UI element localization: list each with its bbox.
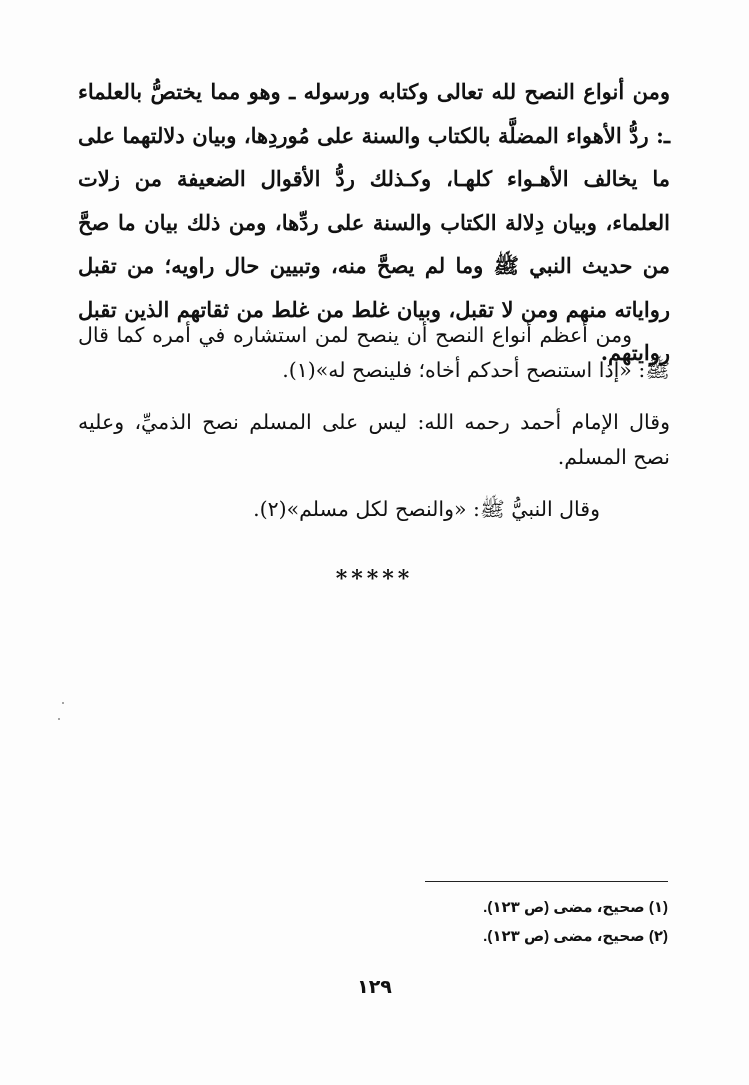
section-separator: ***** xyxy=(335,566,414,592)
scan-speck xyxy=(58,718,60,720)
paragraph-prophet-quote: وقال النبيُّ ﷺ: «والنصح لكل مسلم»(٢). xyxy=(253,497,600,521)
footnote-2: (٢) صحيح، مضى (ص ١٢٣). xyxy=(483,928,668,945)
page-number: ١٢٩ xyxy=(357,977,392,998)
paragraph-advice-when-consulted: ومن أعظم أنواع النصح أن ينصح لمن استشاره في أمره كما قال ﷺ: «إذا استنصح أحدكم أخاه؛ فلينصح له»(١). xyxy=(78,323,670,382)
scan-speck xyxy=(62,702,64,704)
paragraph-scholars-duty: ومن أنواع النصح لله تعالى وكتابه ورسوله ـ وهو مما يختصُّ بالعلماء ـ: ردُّ الأهواء المضلَّة بالكتاب والسنة على مُوردِها، وبيان دلالتهما على ما يخالف الأهـواء كلهـا، وكـذلك ردُّ الأقوال الضعيفة من زلات العلماء، وبيان دِلالة الكتاب والسنة على ردِّها، ومن ذلك بيان ما صحَّ من حديث النبي ﷺ وما لم يصحَّ منه، وتبيين حال راويه؛ من تقبل رواياته منهم ومن لا تقبل، وبيان غلط من غلط من ثقاتهم الذين تقبل روايتهم. xyxy=(78,79,670,365)
footnotes xyxy=(300,893,668,951)
paragraph-imam-ahmad-quote: وقال الإمام أحمد رحمه الله: ليس على المسلم نصح الذميِّ، وعليه نصح المسلم. xyxy=(78,410,670,469)
footnote-divider xyxy=(425,881,668,882)
footnote-1: (١) صحيح، مضى (ص ١٢٣). xyxy=(483,899,668,916)
